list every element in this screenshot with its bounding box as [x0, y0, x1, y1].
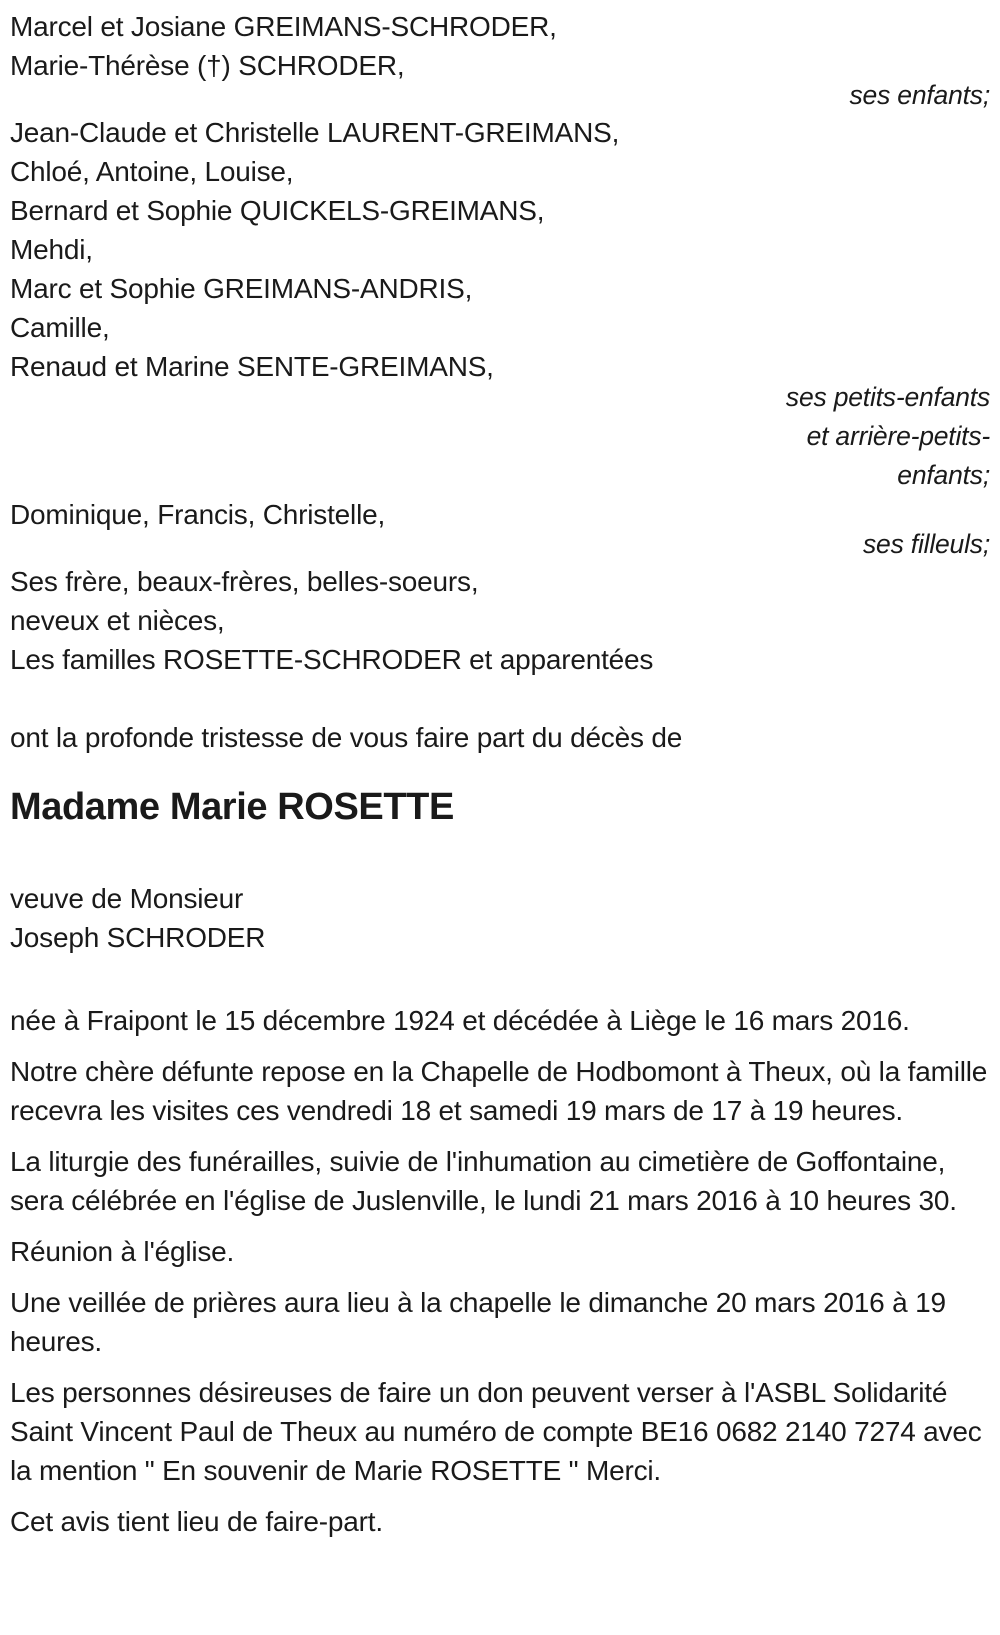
visitation-paragraph: Notre chère défunte repose en la Chapelle de Hodbomont à Theux, où la famille recevra les visites ces vendredi 18 et samedi 19 mars de 17 à 19 heures.: [10, 1056, 988, 1126]
family-name-line: Mehdi,: [10, 234, 93, 265]
relation-grandchildren-label: [10, 378, 990, 495]
notice-closing-paragraph: Cet avis tient lieu de faire-part.: [10, 1506, 383, 1537]
bereavement-announcement: ont la profonde tristesse de vous faire part du décès de: [10, 722, 683, 753]
prayer-vigil-paragraph: Une veillée de prières aura lieu à la chapelle le dimanche 20 mars 2016 à 19 heures.: [10, 1287, 946, 1357]
church-meeting-paragraph: Réunion à l'église.: [10, 1236, 235, 1267]
family-name-line: Camille,: [10, 312, 110, 343]
relation-label-line: et arrière-petits-: [806, 421, 990, 451]
widow-of-block: [10, 879, 990, 957]
widow-line: Joseph SCHRODER: [10, 922, 266, 953]
family-name-line: Marcel et Josiane GREIMANS-SCHRODER,: [10, 11, 557, 42]
family-name-line: Chloé, Antoine, Louise,: [10, 156, 294, 187]
grandchildren-names-group: [10, 113, 990, 386]
relation-godchildren-label: ses filleuls;: [862, 529, 990, 559]
family-name-line: Les familles ROSETTE-SCHRODER et apparentées: [10, 644, 654, 675]
children-names-group: [10, 7, 990, 85]
family-name-line: neveux et nièces,: [10, 605, 225, 636]
extended-family-group: [10, 562, 990, 679]
family-name-line: Renaud et Marine SENTE-GREIMANS,: [10, 351, 494, 382]
birth-death-paragraph: née à Fraipont le 15 décembre 1924 et décédée à Liège le 16 mars 2016.: [10, 1005, 910, 1036]
deceased-name-title: Madame Marie ROSETTE: [10, 786, 454, 828]
donation-paragraph: Les personnes désireuses de faire un don peuvent verser à l'ASBL Solidarité Saint Vincent Paul de Theux au numéro de compte BE16 0682 2140 7274 avec la mention " En souvenir de Marie ROSETTE " Merci.: [10, 1377, 982, 1486]
family-name-line: Marie-Thérèse (†) SCHRODER,: [10, 50, 405, 81]
family-name-line: Bernard et Sophie QUICKELS-GREIMANS,: [10, 195, 545, 226]
widow-line: veuve de Monsieur: [10, 883, 244, 914]
family-name-line: Jean-Claude et Christelle LAURENT-GREIMANS,: [10, 117, 620, 148]
funeral-liturgy-paragraph: La liturgie des funérailles, suivie de l'inhumation au cimetière de Goffontaine, sera célébrée en l'église de Juslenville, le lundi 21 mars 2016 à 10 heures 30.: [10, 1146, 957, 1216]
relation-label-line: enfants;: [897, 460, 990, 490]
family-name-line: Ses frère, beaux-frères, belles-soeurs,: [10, 566, 479, 597]
family-name-line: Marc et Sophie GREIMANS-ANDRIS,: [10, 273, 473, 304]
relation-children-label: ses enfants;: [849, 80, 990, 110]
relation-label-line: ses petits-enfants: [785, 382, 990, 412]
family-name-line: Dominique, Francis, Christelle,: [10, 499, 386, 530]
